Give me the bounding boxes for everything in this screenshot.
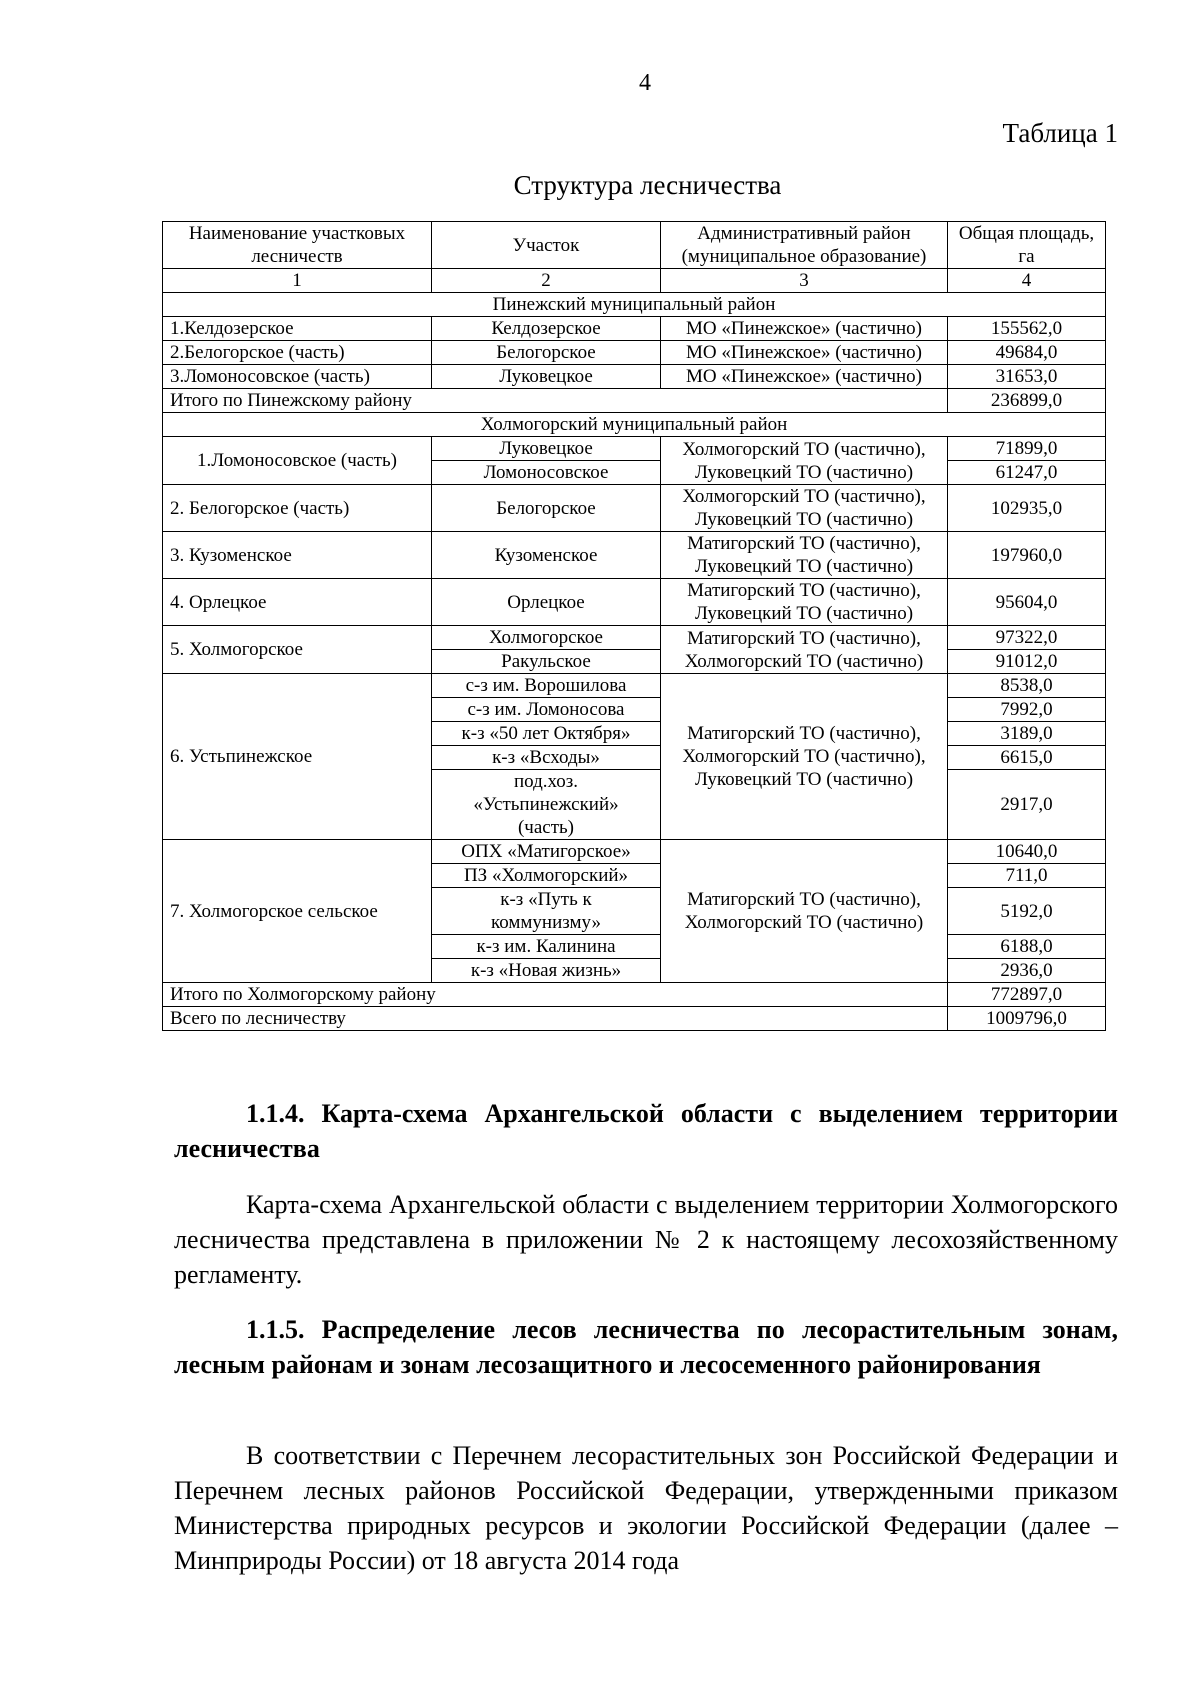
table-row bbox=[163, 840, 1106, 864]
district-line: Холмогорский ТО (частично), bbox=[682, 746, 926, 767]
cell-area: 31653,0 bbox=[948, 365, 1106, 389]
section-114-heading: 1.1.4. Карта-схема Архангельской области с выделением территории лесничества bbox=[174, 1099, 1118, 1163]
cell-site: Белогорское bbox=[432, 341, 661, 365]
table-row bbox=[163, 674, 1106, 698]
cell-site: Луковецкое bbox=[432, 365, 661, 389]
table-label: Таблица 1 bbox=[1002, 118, 1118, 148]
cell-area: 6615,0 bbox=[948, 746, 1106, 770]
pinega-total-label: Итого по Пинежскому району bbox=[163, 389, 948, 413]
district-line: Холмогорский ТО (частично) bbox=[684, 912, 924, 933]
section-row bbox=[163, 413, 1106, 437]
district-line: Луковецкий ТО (частично) bbox=[694, 556, 914, 577]
cell-area: 2917,0 bbox=[948, 770, 1106, 840]
section-115-text: В соответствии с Перечнем лесорастительных зон Российской Федерации и Перечнем лесных районов Российской Федерации, утвержденными приказом Министерства природных ресурсов и экологии Российской Федерации (далее – Минприроды России) от 18 августа 2014 года bbox=[174, 1441, 1118, 1575]
site-line: «Устьпинежский» bbox=[473, 794, 619, 815]
site-line: под.хоз. bbox=[513, 771, 579, 792]
header-area: Общая площадь, га bbox=[948, 222, 1106, 269]
district-line: Матигорский ТО (частично), bbox=[687, 889, 921, 910]
cell-area: 6188,0 bbox=[948, 935, 1106, 959]
site-line: коммунизму» bbox=[490, 912, 602, 933]
pinega-total-value: 236899,0 bbox=[948, 389, 1106, 413]
grand-total-row bbox=[163, 1007, 1106, 1031]
cell-district: МО «Пинежское» (частично) bbox=[661, 341, 948, 365]
kholmogory-total-value: 772897,0 bbox=[948, 983, 1106, 1007]
cell-site: ПЗ «Холмогорский» bbox=[432, 864, 661, 888]
cell-area: 10640,0 bbox=[948, 840, 1106, 864]
district-line: Луковецкий ТО (частично) bbox=[694, 461, 914, 483]
cell-area: 61247,0 bbox=[948, 461, 1106, 485]
section-row bbox=[163, 293, 1106, 317]
cell-site: к-з «50 лет Октября» bbox=[432, 722, 661, 746]
page-number: 4 bbox=[639, 70, 651, 96]
table-row bbox=[163, 365, 1106, 389]
cell-area: 97322,0 bbox=[948, 626, 1106, 650]
cell-area: 711,0 bbox=[948, 864, 1106, 888]
header-number: 4 bbox=[948, 269, 1106, 293]
cell-name: 5. Холмогорское bbox=[163, 626, 432, 674]
cell-site: с-з им. Ломоносова bbox=[432, 698, 661, 722]
cell-name: 2. Белогорское (часть) bbox=[163, 485, 432, 532]
cell-area: 7992,0 bbox=[948, 698, 1106, 722]
section-115-heading: 1.1.5. Распределение лесов лесничества по лесорастительным зонам, лесным районам и зонам лесозащитного и лесосеменного районирования bbox=[174, 1315, 1118, 1379]
table-row bbox=[163, 341, 1106, 365]
cell-site: Келдозерское bbox=[432, 317, 661, 341]
cell-district: МО «Пинежское» (частично) bbox=[661, 317, 948, 341]
table-title: Структура лесничества bbox=[513, 170, 782, 200]
cell-name: 7. Холмогорское сельское bbox=[163, 840, 432, 983]
header-district: Административный район (муниципальное образование) bbox=[661, 222, 948, 269]
cell-area: 197960,0 bbox=[948, 532, 1106, 579]
district-line: Матигорский ТО (частично), bbox=[687, 627, 921, 649]
section-114-text: Карта-схема Архангельской области с выделением территории Холмогорского лесничества представлена в приложении № 2 к настоящему лесохозяйственному регламенту. bbox=[174, 1190, 1118, 1289]
table-row bbox=[163, 626, 1106, 650]
cell-site bbox=[432, 888, 661, 935]
cell-area: 49684,0 bbox=[948, 341, 1106, 365]
total-row bbox=[163, 389, 1106, 413]
district-line: Матигорский ТО (частично), bbox=[687, 533, 921, 554]
cell-area: 3189,0 bbox=[948, 722, 1106, 746]
district-line: Матигорский ТО (частично), bbox=[687, 723, 921, 744]
kholmogory-total-label: Итого по Холмогорскому району bbox=[163, 983, 948, 1007]
cell-site: Кузоменское bbox=[432, 532, 661, 579]
table-row bbox=[163, 579, 1106, 626]
header-number: 3 bbox=[661, 269, 948, 293]
table-row bbox=[163, 437, 1106, 461]
cell-district bbox=[661, 840, 948, 983]
district-line: Луковецкий ТО (частично) bbox=[694, 603, 914, 624]
site-line: к-з «Путь к bbox=[500, 889, 592, 910]
cell-name: 2.Белогорское (часть) bbox=[163, 341, 432, 365]
cell-area: 95604,0 bbox=[948, 579, 1106, 626]
cell-district bbox=[661, 437, 948, 485]
cell-area: 5192,0 bbox=[948, 888, 1106, 935]
section-title-pinega: Пинежский муниципальный район bbox=[163, 293, 1106, 317]
table-row bbox=[163, 532, 1106, 579]
site-line: (часть) bbox=[517, 817, 575, 838]
header-name: Наименование участковых лесничеств bbox=[163, 222, 432, 269]
cell-site: Орлецкое bbox=[432, 579, 661, 626]
table-row bbox=[163, 485, 1106, 532]
cell-name: 1.Келдозерское bbox=[163, 317, 432, 341]
total-row bbox=[163, 983, 1106, 1007]
header-site: Участок bbox=[432, 222, 661, 269]
cell-name: 6. Устьпинежское bbox=[163, 674, 432, 840]
cell-name: 1.Ломоносовское (часть) bbox=[163, 437, 432, 485]
cell-site: Ракульское bbox=[432, 650, 661, 674]
table-row bbox=[163, 317, 1106, 341]
header-number-row bbox=[163, 269, 1106, 293]
cell-area: 2936,0 bbox=[948, 959, 1106, 983]
cell-site: к-з «Новая жизнь» bbox=[432, 959, 661, 983]
cell-site: к-з «Всходы» bbox=[432, 746, 661, 770]
cell-area: 102935,0 bbox=[948, 485, 1106, 532]
cell-district: МО «Пинежское» (частично) bbox=[661, 365, 948, 389]
cell-area: 155562,0 bbox=[948, 317, 1106, 341]
cell-site: ОПХ «Матигорское» bbox=[432, 840, 661, 864]
table-header-row bbox=[163, 222, 1106, 269]
cell-site: с-з им. Ворошилова bbox=[432, 674, 661, 698]
header-number: 1 bbox=[163, 269, 432, 293]
cell-site: Луковецкое bbox=[432, 437, 661, 461]
cell-site: Ломоносовское bbox=[432, 461, 661, 485]
cell-name: 3. Кузоменское bbox=[163, 532, 432, 579]
header-number: 2 bbox=[432, 269, 661, 293]
district-line: Матигорский ТО (частично), bbox=[687, 580, 921, 601]
cell-area: 91012,0 bbox=[948, 650, 1106, 674]
grand-total-label: Всего по лесничеству bbox=[163, 1007, 948, 1031]
cell-district bbox=[661, 626, 948, 674]
cell-name: 4. Орлецкое bbox=[163, 579, 432, 626]
cell-name: 3.Ломоносовское (часть) bbox=[163, 365, 432, 389]
cell-site: к-з им. Калинина bbox=[432, 935, 661, 959]
district-line: Луковецкий ТО (частично) bbox=[694, 769, 914, 790]
district-line: Холмогорский ТО (частично) bbox=[684, 650, 924, 672]
cell-site: Холмогорское bbox=[432, 626, 661, 650]
cell-site bbox=[432, 770, 661, 840]
forestry-structure-table bbox=[162, 221, 1106, 1031]
cell-district bbox=[661, 485, 948, 532]
cell-district bbox=[661, 674, 948, 840]
cell-area: 71899,0 bbox=[948, 437, 1106, 461]
cell-area: 8538,0 bbox=[948, 674, 1106, 698]
district-line: Холмогорский ТО (частично), bbox=[682, 438, 926, 460]
district-line: Луковецкий ТО (частично) bbox=[694, 509, 914, 530]
section-title-kholmogory: Холмогорский муниципальный район bbox=[163, 413, 1106, 437]
cell-district bbox=[661, 579, 948, 626]
grand-total-value: 1009796,0 bbox=[948, 1007, 1106, 1031]
district-line: Холмогорский ТО (частично), bbox=[682, 486, 926, 507]
cell-district bbox=[661, 532, 948, 579]
cell-site: Белогорское bbox=[432, 485, 661, 532]
